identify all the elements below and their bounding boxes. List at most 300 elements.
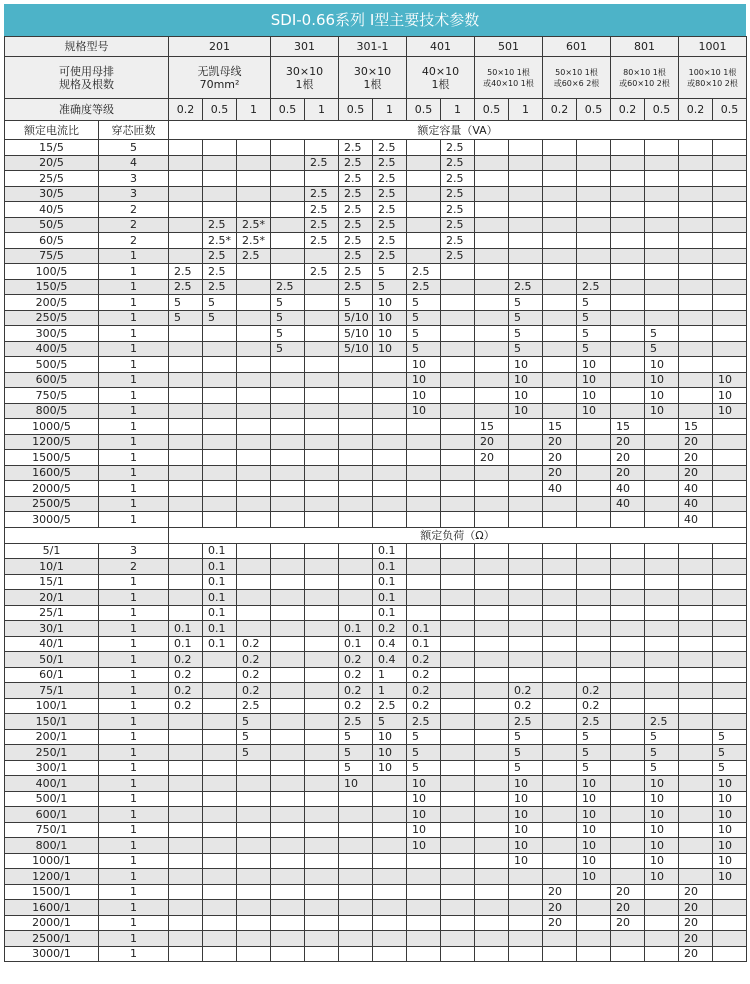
ratio-cell: 40/5: [5, 202, 99, 218]
value-cell: [305, 341, 339, 357]
value-cell: [679, 853, 713, 869]
value-cell: [339, 512, 373, 528]
table-row: [5, 636, 747, 652]
value-cell: 20: [611, 450, 645, 466]
value-cell: 2.5: [509, 714, 543, 730]
table-row: [5, 729, 747, 745]
ratio-cell: 750/5: [5, 388, 99, 404]
value-cell: [305, 869, 339, 885]
value-cell: 5: [577, 295, 611, 311]
value-cell: [441, 559, 475, 575]
value-cell: [407, 248, 441, 264]
value-cell: [441, 264, 475, 280]
value-cell: [679, 807, 713, 823]
value-cell: 5: [713, 760, 747, 776]
accuracy-class: 0.5: [271, 99, 305, 121]
turns-cell: 4: [99, 155, 169, 171]
value-cell: [237, 186, 271, 202]
value-cell: [713, 714, 747, 730]
value-cell: [645, 217, 679, 233]
value-cell: [339, 496, 373, 512]
value-cell: 2.5: [203, 248, 237, 264]
value-cell: [509, 543, 543, 559]
turns-cell: 2: [99, 233, 169, 249]
value-cell: [373, 403, 407, 419]
value-cell: [543, 512, 577, 528]
value-cell: [305, 605, 339, 621]
ratio-cell: 250/5: [5, 310, 99, 326]
table-row: [5, 776, 747, 792]
value-cell: [679, 357, 713, 373]
value-cell: [645, 450, 679, 466]
value-cell: [577, 512, 611, 528]
value-cell: [203, 512, 237, 528]
table-row: [5, 667, 747, 683]
value-cell: 20: [679, 884, 713, 900]
value-cell: [543, 217, 577, 233]
value-cell: [611, 186, 645, 202]
value-cell: [237, 496, 271, 512]
value-cell: [339, 388, 373, 404]
value-cell: [475, 512, 509, 528]
value-cell: [407, 465, 441, 481]
value-cell: [543, 279, 577, 295]
value-cell: 10: [577, 357, 611, 373]
value-cell: [679, 822, 713, 838]
ratio-cell: 300/5: [5, 326, 99, 342]
value-cell: [577, 574, 611, 590]
value-cell: [441, 760, 475, 776]
value-cell: 5: [509, 341, 543, 357]
value-cell: [169, 388, 203, 404]
value-cell: [169, 357, 203, 373]
value-cell: 2.5: [339, 186, 373, 202]
value-cell: [543, 202, 577, 218]
value-cell: 0.1: [339, 636, 373, 652]
value-cell: [713, 155, 747, 171]
busbar-801: 80×10 1根 或60×10 2根: [611, 57, 679, 99]
value-cell: [679, 264, 713, 280]
value-cell: 5/10: [339, 326, 373, 342]
value-cell: [543, 667, 577, 683]
table-row: [5, 419, 747, 435]
value-cell: [407, 512, 441, 528]
value-cell: [373, 838, 407, 854]
value-cell: [713, 419, 747, 435]
value-cell: [713, 698, 747, 714]
value-cell: [441, 745, 475, 761]
value-cell: [509, 512, 543, 528]
value-cell: [407, 574, 441, 590]
value-cell: 0.2: [577, 683, 611, 699]
value-cell: [169, 714, 203, 730]
turns-cell: 1: [99, 621, 169, 637]
value-cell: [169, 605, 203, 621]
value-cell: 10: [577, 776, 611, 792]
value-cell: [645, 946, 679, 962]
value-cell: [509, 202, 543, 218]
value-cell: 5: [509, 745, 543, 761]
turns-cell: 1: [99, 745, 169, 761]
turns-cell: 1: [99, 652, 169, 668]
table-row: [5, 434, 747, 450]
value-cell: [237, 295, 271, 311]
value-cell: 20: [611, 884, 645, 900]
value-cell: [441, 652, 475, 668]
value-cell: [645, 233, 679, 249]
value-cell: 40: [611, 481, 645, 497]
value-cell: [611, 512, 645, 528]
ratio-cell: 60/1: [5, 667, 99, 683]
value-cell: [339, 357, 373, 373]
value-cell: [237, 605, 271, 621]
value-cell: [713, 496, 747, 512]
value-cell: [713, 884, 747, 900]
value-cell: [305, 667, 339, 683]
table-row: [5, 465, 747, 481]
accuracy-class: 0.2: [679, 99, 713, 121]
turns-cell: 1: [99, 900, 169, 916]
accuracy-row: [5, 99, 747, 121]
value-cell: [543, 931, 577, 947]
value-cell: 5/10: [339, 310, 373, 326]
ratio-cell: 800/1: [5, 838, 99, 854]
ratio-cell: 50/1: [5, 652, 99, 668]
busbar-201: 无凯母线 70mm²: [169, 57, 271, 99]
value-cell: [237, 481, 271, 497]
value-cell: 15: [611, 419, 645, 435]
value-cell: [339, 605, 373, 621]
turns-cell: 1: [99, 807, 169, 823]
ratio-cell: 300/1: [5, 760, 99, 776]
value-cell: [169, 590, 203, 606]
value-cell: 2.5: [645, 714, 679, 730]
ratio-cell: 10/1: [5, 559, 99, 575]
value-cell: [645, 683, 679, 699]
value-cell: [509, 186, 543, 202]
value-cell: [169, 419, 203, 435]
value-cell: 10: [713, 403, 747, 419]
value-cell: [645, 574, 679, 590]
value-cell: [339, 884, 373, 900]
turns-cell: 1: [99, 264, 169, 280]
busbar-601: 50×10 1根 或60×6 2根: [543, 57, 611, 99]
value-cell: [373, 869, 407, 885]
ratio-cell: 1500/1: [5, 884, 99, 900]
value-cell: 2.5: [373, 217, 407, 233]
value-cell: [679, 140, 713, 156]
value-cell: [577, 419, 611, 435]
value-cell: [713, 915, 747, 931]
value-cell: 10: [713, 853, 747, 869]
value-cell: [237, 807, 271, 823]
value-cell: [305, 729, 339, 745]
value-cell: [169, 248, 203, 264]
value-cell: [271, 202, 305, 218]
value-cell: [169, 512, 203, 528]
value-cell: [645, 434, 679, 450]
value-cell: [475, 745, 509, 761]
value-cell: [203, 155, 237, 171]
value-cell: [645, 202, 679, 218]
value-cell: [203, 807, 237, 823]
value-cell: [271, 233, 305, 249]
value-cell: [339, 822, 373, 838]
value-cell: [305, 295, 339, 311]
value-cell: [645, 264, 679, 280]
value-cell: [577, 496, 611, 512]
value-cell: [169, 140, 203, 156]
busbar-501: 50×10 1根 或40×10 1根: [475, 57, 543, 99]
value-cell: [645, 496, 679, 512]
value-cell: [509, 248, 543, 264]
value-cell: 0.2: [407, 652, 441, 668]
value-cell: 5: [509, 326, 543, 342]
value-cell: [645, 279, 679, 295]
table-row: [5, 838, 747, 854]
value-cell: 2.5: [441, 155, 475, 171]
value-cell: 2.5: [407, 264, 441, 280]
value-cell: [441, 869, 475, 885]
value-cell: 20: [543, 450, 577, 466]
ratio-cell: 800/5: [5, 403, 99, 419]
value-cell: [271, 450, 305, 466]
value-cell: [475, 853, 509, 869]
value-cell: 5: [203, 310, 237, 326]
value-cell: [441, 667, 475, 683]
value-cell: [679, 760, 713, 776]
ratio-cell: 400/1: [5, 776, 99, 792]
burden-label: 额定负荷（Ω）: [169, 527, 747, 543]
value-cell: 0.2: [339, 667, 373, 683]
value-cell: [475, 372, 509, 388]
value-cell: [305, 496, 339, 512]
value-cell: [713, 667, 747, 683]
value-cell: [203, 869, 237, 885]
table-row: [5, 574, 747, 590]
value-cell: 5: [407, 729, 441, 745]
value-cell: 20: [475, 450, 509, 466]
value-cell: [169, 496, 203, 512]
value-cell: 0.2: [169, 698, 203, 714]
value-cell: [237, 372, 271, 388]
value-cell: [373, 915, 407, 931]
value-cell: [441, 295, 475, 311]
value-cell: 10: [577, 807, 611, 823]
value-cell: 2.5: [577, 279, 611, 295]
value-cell: 2.5: [339, 140, 373, 156]
value-cell: 2.5: [339, 233, 373, 249]
value-cell: [339, 543, 373, 559]
value-cell: [679, 776, 713, 792]
value-cell: 40: [679, 481, 713, 497]
value-cell: [611, 326, 645, 342]
value-cell: [441, 683, 475, 699]
value-cell: 1: [373, 667, 407, 683]
value-cell: 2.5: [339, 155, 373, 171]
value-cell: [339, 434, 373, 450]
turns-cell: 1: [99, 636, 169, 652]
value-cell: [475, 900, 509, 916]
value-cell: [509, 900, 543, 916]
value-cell: 10: [407, 357, 441, 373]
burden-header-spacer: [5, 527, 169, 543]
value-cell: [475, 217, 509, 233]
value-cell: [305, 636, 339, 652]
value-cell: [713, 605, 747, 621]
value-cell: 10: [407, 776, 441, 792]
value-cell: 5: [373, 279, 407, 295]
value-cell: [203, 496, 237, 512]
value-cell: [237, 326, 271, 342]
value-cell: [679, 590, 713, 606]
value-cell: 2.5: [339, 248, 373, 264]
value-cell: [373, 822, 407, 838]
table-row: [5, 807, 747, 823]
value-cell: [271, 217, 305, 233]
ratio-cell: 150/5: [5, 279, 99, 295]
value-cell: 5: [645, 341, 679, 357]
value-cell: [407, 884, 441, 900]
spec-table: [4, 36, 747, 962]
value-cell: [271, 884, 305, 900]
value-cell: 5: [577, 760, 611, 776]
table-row: [5, 683, 747, 699]
value-cell: [475, 714, 509, 730]
value-cell: [509, 140, 543, 156]
value-cell: [203, 186, 237, 202]
value-cell: [373, 776, 407, 792]
value-cell: [543, 388, 577, 404]
table-row: [5, 543, 747, 559]
value-cell: [543, 636, 577, 652]
model-501: 501: [475, 37, 543, 57]
value-cell: [645, 559, 679, 575]
value-cell: [373, 512, 407, 528]
value-cell: [611, 683, 645, 699]
value-cell: [475, 869, 509, 885]
value-cell: [509, 434, 543, 450]
value-cell: [203, 419, 237, 435]
value-cell: [169, 931, 203, 947]
value-cell: [509, 481, 543, 497]
value-cell: [577, 140, 611, 156]
value-cell: [475, 667, 509, 683]
table-row: [5, 915, 747, 931]
value-cell: 5: [373, 264, 407, 280]
value-cell: [339, 791, 373, 807]
value-cell: [271, 745, 305, 761]
value-cell: 10: [509, 791, 543, 807]
value-cell: [509, 915, 543, 931]
value-cell: 2.5: [339, 171, 373, 187]
table-row: [5, 233, 747, 249]
value-cell: 20: [679, 465, 713, 481]
value-cell: [169, 155, 203, 171]
value-cell: [305, 776, 339, 792]
value-cell: [305, 140, 339, 156]
value-cell: [645, 295, 679, 311]
value-cell: [713, 217, 747, 233]
value-cell: [679, 233, 713, 249]
value-cell: [645, 605, 679, 621]
value-cell: [679, 838, 713, 854]
ratio-cell: 600/5: [5, 372, 99, 388]
table-row: [5, 403, 747, 419]
value-cell: 0.1: [169, 636, 203, 652]
value-cell: 10: [373, 295, 407, 311]
value-cell: [543, 326, 577, 342]
turns-cell: 1: [99, 403, 169, 419]
value-cell: 0.2: [407, 667, 441, 683]
value-cell: [271, 248, 305, 264]
value-cell: [475, 590, 509, 606]
value-cell: [373, 434, 407, 450]
value-cell: [373, 465, 407, 481]
value-cell: [577, 450, 611, 466]
value-cell: 10: [509, 357, 543, 373]
value-cell: [713, 481, 747, 497]
value-cell: 5: [713, 745, 747, 761]
value-cell: [271, 543, 305, 559]
value-cell: [509, 574, 543, 590]
value-cell: [237, 931, 271, 947]
value-cell: [543, 652, 577, 668]
value-cell: [305, 481, 339, 497]
value-cell: 0.1: [373, 605, 407, 621]
value-cell: [373, 791, 407, 807]
value-cell: 0.2: [169, 667, 203, 683]
value-cell: [271, 807, 305, 823]
value-cell: [509, 264, 543, 280]
value-cell: [475, 279, 509, 295]
value-cell: [611, 590, 645, 606]
accuracy-class: 1: [441, 99, 475, 121]
value-cell: [271, 729, 305, 745]
turns-cell: 2: [99, 217, 169, 233]
value-cell: [611, 698, 645, 714]
value-cell: [305, 434, 339, 450]
value-cell: 0.4: [373, 636, 407, 652]
value-cell: 10: [577, 869, 611, 885]
value-cell: [679, 745, 713, 761]
value-cell: [169, 465, 203, 481]
value-cell: [169, 838, 203, 854]
value-cell: 5: [339, 760, 373, 776]
value-cell: 2.5: [373, 698, 407, 714]
value-cell: [713, 264, 747, 280]
value-cell: [339, 853, 373, 869]
ratio-label: 额定电流比: [5, 121, 99, 140]
value-cell: [611, 667, 645, 683]
turns-cell: 1: [99, 853, 169, 869]
value-cell: [237, 915, 271, 931]
value-cell: [169, 450, 203, 466]
turns-cell: 1: [99, 450, 169, 466]
model-301-1: 301-1: [339, 37, 407, 57]
value-cell: 2.5: [373, 140, 407, 156]
value-cell: [169, 559, 203, 575]
value-cell: [509, 605, 543, 621]
value-cell: 10: [577, 853, 611, 869]
value-cell: 10: [373, 310, 407, 326]
value-cell: 2.5: [339, 202, 373, 218]
value-cell: [611, 760, 645, 776]
value-cell: [543, 264, 577, 280]
value-cell: [339, 807, 373, 823]
turns-cell: 1: [99, 326, 169, 342]
value-cell: [441, 900, 475, 916]
